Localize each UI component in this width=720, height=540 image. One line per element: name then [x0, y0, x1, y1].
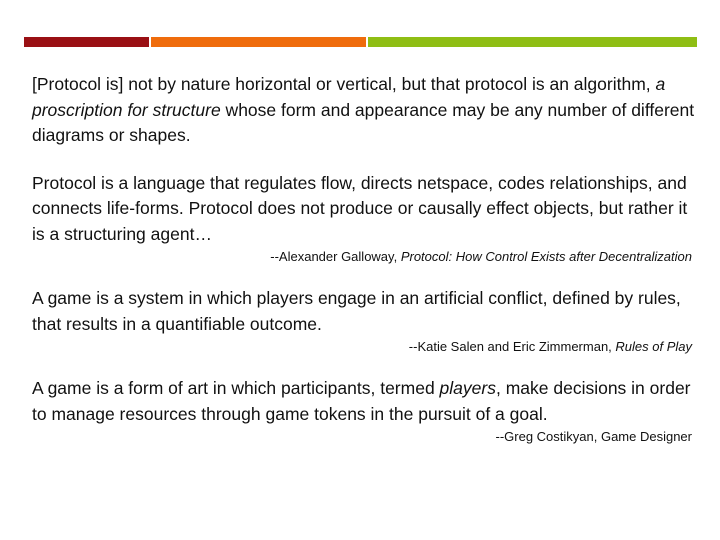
quote-costikyan	[32, 376, 696, 427]
spacer	[32, 267, 696, 286]
color-bar-red-segment	[24, 37, 149, 47]
spacer	[32, 149, 696, 171]
attribution-salen-zimmerman	[32, 337, 696, 357]
quote-salen-zimmerman: A game is a system in which players engage in an artificial conflict, defined by rules, that results in a quantifiable outcome.	[32, 288, 681, 334]
color-bar-orange-segment	[151, 37, 366, 47]
quote-emphasis: players	[439, 378, 496, 398]
quote-galloway-1	[32, 72, 696, 149]
header-color-bar	[24, 37, 697, 47]
spacer	[32, 357, 696, 376]
attribution-author: --Alexander Galloway,	[270, 249, 401, 264]
quote-emphasis: a proscription for structure	[32, 74, 666, 120]
color-bar-green-segment	[368, 37, 697, 47]
attribution-galloway	[32, 247, 696, 267]
attribution-work: Rules of Play	[615, 339, 692, 354]
quote-galloway-2: Protocol is a language that regulates flow, directs netspace, codes relationships, and connects life-forms. Protocol does not produce or causally effect objects, but rather it is a structuring agent…	[32, 172, 688, 244]
attribution-author: --Katie Salen and Eric Zimmerman,	[408, 339, 616, 354]
attribution-work: Protocol: How Control Exists after Decentralization	[400, 249, 692, 264]
quote-text: , make decisions in order to manage resources through game tokens in the pursuit of a goal.	[32, 378, 691, 424]
quote-text: [Protocol is] not by nature horizontal or vertical, but that protocol is an algorithm,	[32, 74, 656, 94]
slide-body	[32, 72, 696, 447]
quote-text: A game is a form of art in which participants, termed	[32, 378, 440, 398]
attribution-costikyan: --Greg Costikyan, Game Designer	[495, 429, 692, 444]
quote-text: whose form and appearance may be any number of different diagrams or shapes.	[32, 99, 695, 145]
